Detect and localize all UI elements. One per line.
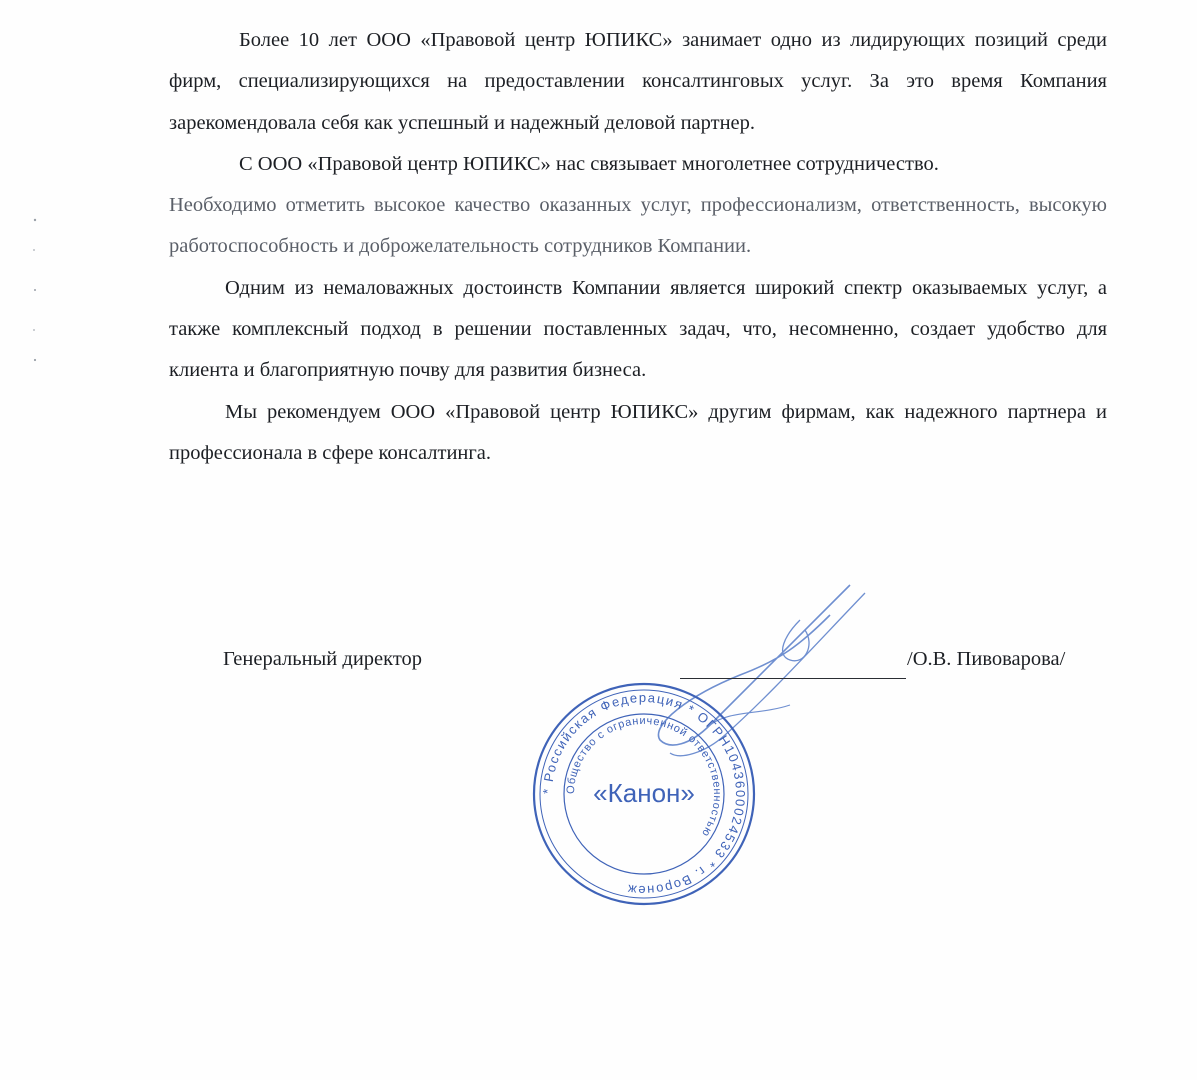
paragraph-advantages: Одним из немаловажных достоинств Компании является широкий спектр оказываемых услуг, а также комплексный подход в решении поставленных задач, что, несомненно, создает удобство для клиента и благоприятную почву для развития бизнеса. bbox=[169, 276, 1107, 382]
svg-text:«Канон»: «Канон» bbox=[593, 778, 695, 808]
letter-body bbox=[169, 20, 1107, 474]
paragraph-quality: Необходимо отметить высокое качество оказанных услуг, профессионализм, ответственность, высокую работоспособность и доброжелательность сотрудников Компании. bbox=[169, 194, 1107, 258]
company-seal bbox=[530, 680, 758, 908]
paragraph-recommendation: Мы рекомендуем ООО «Правовой центр ЮПИКС» другим фирмам, как надежного партнера и профессионала в сфере консалтинга. bbox=[169, 400, 1107, 464]
signatory-title: Генеральный директор bbox=[223, 648, 423, 670]
paragraph-cooperation: С ООО «Правовой центр ЮПИКС» нас связывает многолетнее сотрудничество. bbox=[239, 152, 939, 175]
signature-line bbox=[680, 678, 906, 679]
signatory-name: /О.В. Пивоварова/ bbox=[907, 648, 1066, 670]
margin-marks bbox=[30, 210, 40, 370]
paragraph-intro: Более 10 лет ООО «Правовой центр ЮПИКС» занимает одно из лидирующих позиций среди фирм, специализирующихся на предоставлении консалтинговых услуг. За это время Компания зарекомендовала себя как успешный и надежный деловой партнер. bbox=[169, 29, 1107, 134]
svg-text:* Российская Федерация * ОГРН1: * Российская Федерация * ОГРН1043600024533 * г. Воронеж bbox=[539, 689, 749, 899]
svg-text:Общество с ограниченной ответс: Общество с ограниченной ответственностью bbox=[564, 714, 724, 840]
